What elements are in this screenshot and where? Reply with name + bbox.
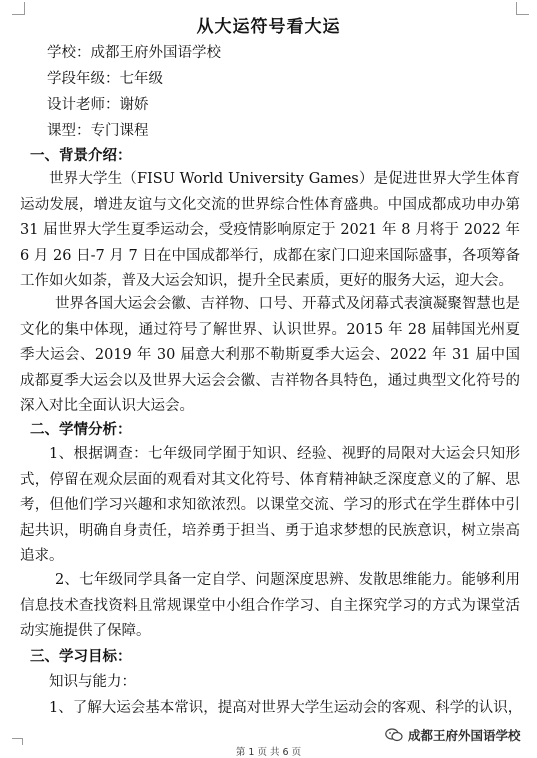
wechat-icon bbox=[385, 728, 403, 742]
learning-paragraph-1: 1、根据调查：七年级同学囿于知识、经验、视野的局限对大运会只知形式，停留在观众层面的观看对其文化符号、体育精神缺乏深度意义的了解、思考，但他们学习兴趣和求知欲浓烈。以课堂交流、学习的形式在学生群体中引起共识，明确自身责任，培养勇于担当、勇于追求梦想的民族意识，树立崇高追求。 bbox=[20, 446, 520, 565]
goals-item-1: 1、了解大运会基本常识，提高对世界大学生运动会的客观、科学的认识， bbox=[49, 700, 523, 716]
background-paragraph-2: 世界各国大运会会徽、吉祥物、口号、开幕式及闭幕式表演凝聚智慧也是文化的集中体现，通过符号了解世界、认识世界。2015 年 28 届韩国光州夏季大运会、2019 年 30 届意大利那不勒斯夏季大运会、2022 年 31 届中国成都夏季大运会以及世界大运会会徽、吉祥物各具特色，通过典型文化符号的深入对比全面认识大运会。 bbox=[20, 296, 520, 415]
watermark-text: 成都王府外国语学校 bbox=[408, 728, 521, 743]
wechat-watermark bbox=[382, 725, 524, 745]
meta-school: 学校：成都王府外国语学校 bbox=[47, 45, 221, 61]
section-heading-goals: 三、学习目标： bbox=[30, 649, 132, 665]
background-paragraph-1: 世界大学生（FISU World University Games）是促进世界大学生体育运动发展，增进友谊与文化交流的世界综合性体育盛典。中国成都成功申办第 31 届世界大学生夏季运动会，受疫情影响原定于 2021 年 8 月将于 2022 年 6 月 26 日-7 月 7 日在中国成都举行，成都在家门口迎来国际盛事，各项筹备工作如火如荼，普及大运会知识，提升全民素质，更好的服务大运，迎大会。 bbox=[20, 171, 520, 290]
meta-course-type: 课型：专门课程 bbox=[47, 123, 149, 139]
goals-subheading: 知识与能力： bbox=[49, 674, 136, 690]
meta-grade: 学段年级：七年级 bbox=[47, 71, 163, 87]
page-footer: 第 1 页 共 6 页 bbox=[235, 747, 302, 758]
section-heading-background: 一、背景介绍： bbox=[30, 148, 132, 164]
meta-teacher: 设计老师：谢娇 bbox=[47, 97, 149, 113]
section-heading-learning: 二、学情分析： bbox=[30, 422, 132, 438]
document-title: 从大运符号看大运 bbox=[196, 17, 341, 37]
learning-paragraph-2: 2、七年级同学具备一定自学、问题深度思辨、发散思维能力。能够利用信息技术查找资料且常规课堂中小组合作学习、自主探究学习的方式为课堂活动实施提供了保障。 bbox=[20, 572, 520, 640]
